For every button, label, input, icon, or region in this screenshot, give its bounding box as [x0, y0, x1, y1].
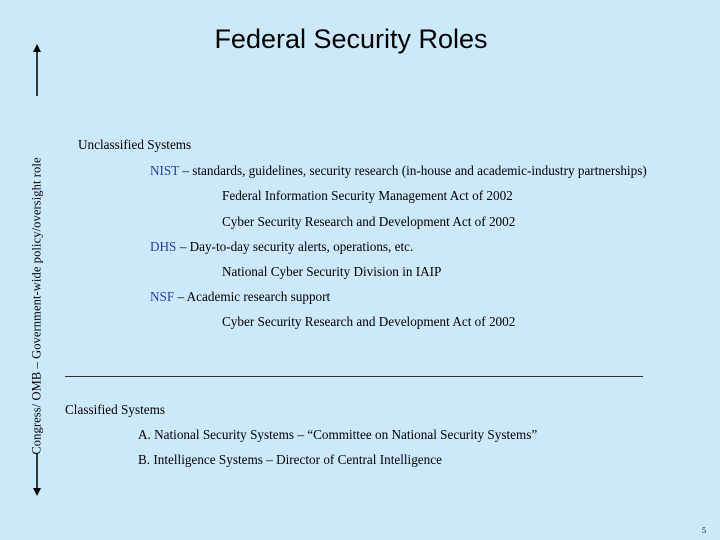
dhs-item-ncsd: National Cyber Security Division in IAIP — [222, 264, 442, 279]
classified-heading: Classified Systems — [65, 402, 166, 417]
nsf-item-csrda: Cyber Security Research and Development Act of 2002 — [222, 314, 516, 329]
classified-item-b: B. Intelligence Systems – Director of Central Intelligence — [138, 452, 442, 467]
section-divider — [65, 376, 643, 377]
nist-item-csrda: Cyber Security Research and Development Act of 2002 — [222, 214, 516, 229]
dhs-line — [150, 239, 413, 255]
dhs-description: – Day-to-day security alerts, operations, etc. — [176, 239, 414, 254]
nsf-description: – Academic research support — [174, 289, 331, 304]
sidebar-arrow-label — [18, 44, 52, 496]
page-number: 5 — [702, 526, 706, 535]
side-label: Congress/ OMB – Government-wide policy/oversight role — [29, 157, 44, 455]
dhs-abbr: DHS — [150, 239, 177, 254]
classified-item-a: A. National Security Systems – “Committee on National Security Systems” — [138, 427, 538, 442]
unclassified-heading: Unclassified Systems — [78, 137, 192, 152]
slide-title: Federal Security Roles — [214, 24, 488, 54]
nsf-abbr: NSF — [150, 289, 175, 304]
nist-description: – standards, guidelines, security research (in-house and academic-industry partnerships) — [179, 163, 647, 178]
nist-item-fisma: Federal Information Security Management Act of 2002 — [222, 188, 513, 203]
nist-abbr: NIST — [150, 163, 180, 178]
nist-line — [150, 163, 647, 179]
nsf-line — [150, 289, 330, 305]
